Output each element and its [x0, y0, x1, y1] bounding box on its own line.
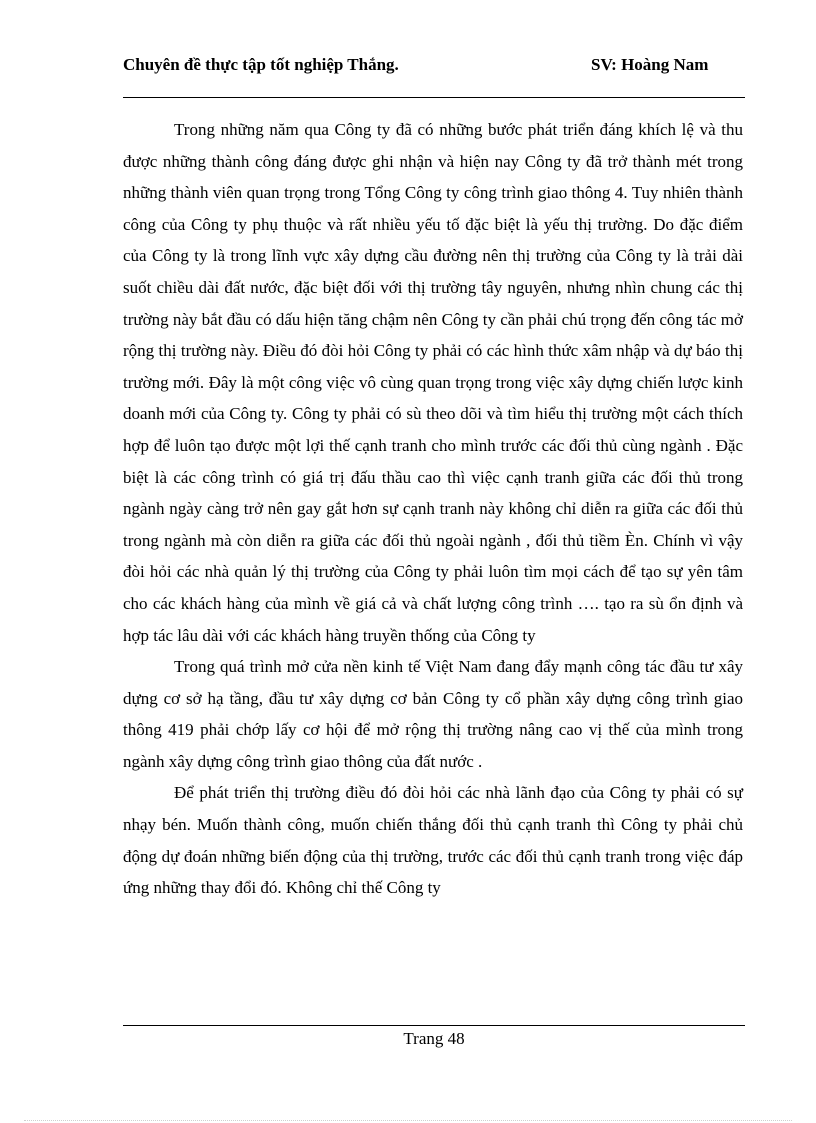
header-student-name: SV: Hoàng Nam: [591, 55, 709, 74]
footer-divider: [123, 1025, 745, 1026]
page-bottom-border: [24, 1120, 792, 1121]
header-divider: [123, 97, 745, 98]
paragraph-1: Trong những năm qua Công ty đã có những bước phát triển đáng khích lệ và thu được những thành công đáng được ghi nhận và hiện nay Công ty đã trở thành mét trong những thành viên quan trọng trong Tổng Công ty công trình giao thông 4. Tuy nhiên thành công của Công ty phụ thuộc và rất nhiều yếu tố đặc biệt là yếu thị trường. Do đặc điểm của Công ty là trong lĩnh vực xây dựng cầu đường nên thị trường của Công ty là trải dài suốt chiều dài đất nước, đặc biệt đối với thị trường tây nguyên, nhưng nhìn chung các thị trường này bắt đầu có dấu hiện tăng chậm nên Công ty cần phải chú trọng đến công tác mở rộng thị trường này. Điều đó đòi hỏi Công ty phải có các hình thức xâm nhập và dự báo thị trường mới. Đây là một công việc vô cùng quan trọng trong việc xây dựng chiến lược kinh doanh mới của Công ty. Công ty phải có sù theo dõi và tìm hiểu thị trường một cách thích hợp để luôn tạo được một lợi thế cạnh tranh cho mình trước các đối thủ cùng ngành . Đặc biệt là các công trình có giá trị đấu thầu cao thì việc cạnh tranh giữa các đối thủ trong ngành ngày càng trở nên gay gắt hơn sự cạnh tranh này không chỉ diễn ra giữa các đối thủ trong ngành mà còn diễn ra giữa các đối thủ ngoài ngành , đối thủ tiềm Èn. Chính vì vậy đòi hỏi các nhà quản lý thị trường của Công ty phải luôn tìm mọi cách để tạo sự yên tâm cho các khách hàng của mình về giá cả và chất lượng công trình …. tạo ra sù ổn định và hợp tác lâu dài với các khách hàng truyền thống của Công ty: [123, 120, 743, 645]
paragraph-2: Trong quá trình mở cửa nền kinh tế Việt Nam đang đẩy mạnh công tác đầu tư xây dựng cơ sở hạ tầng, đầu tư xây dựng cơ bản Công ty cổ phần xây dựng công trình giao thông 419 phải chớp lấy cơ hội để mở rộng thị trường nâng cao vị thế của mình trong ngành xây dựng công trình giao thông của đất nước .: [123, 657, 743, 771]
header-document-title: Chuyên đề thực tập tốt nghiệp Thắng.: [123, 55, 399, 74]
page-number: Trang 48: [403, 1029, 465, 1048]
paragraph-3: Để phát triển thị trường điều đó đòi hỏi các nhà lãnh đạo của Công ty phải có sự nhạy bén. Muốn thành công, muốn chiến thắng đối thủ cạnh tranh thì Công ty phải chủ động dự đoán những biến động của thị trường, trước các đối thủ cạnh tranh trong việc đáp ứng những thay đổi đó. Không chỉ thế Công ty: [123, 783, 743, 898]
document-body: [123, 114, 743, 904]
